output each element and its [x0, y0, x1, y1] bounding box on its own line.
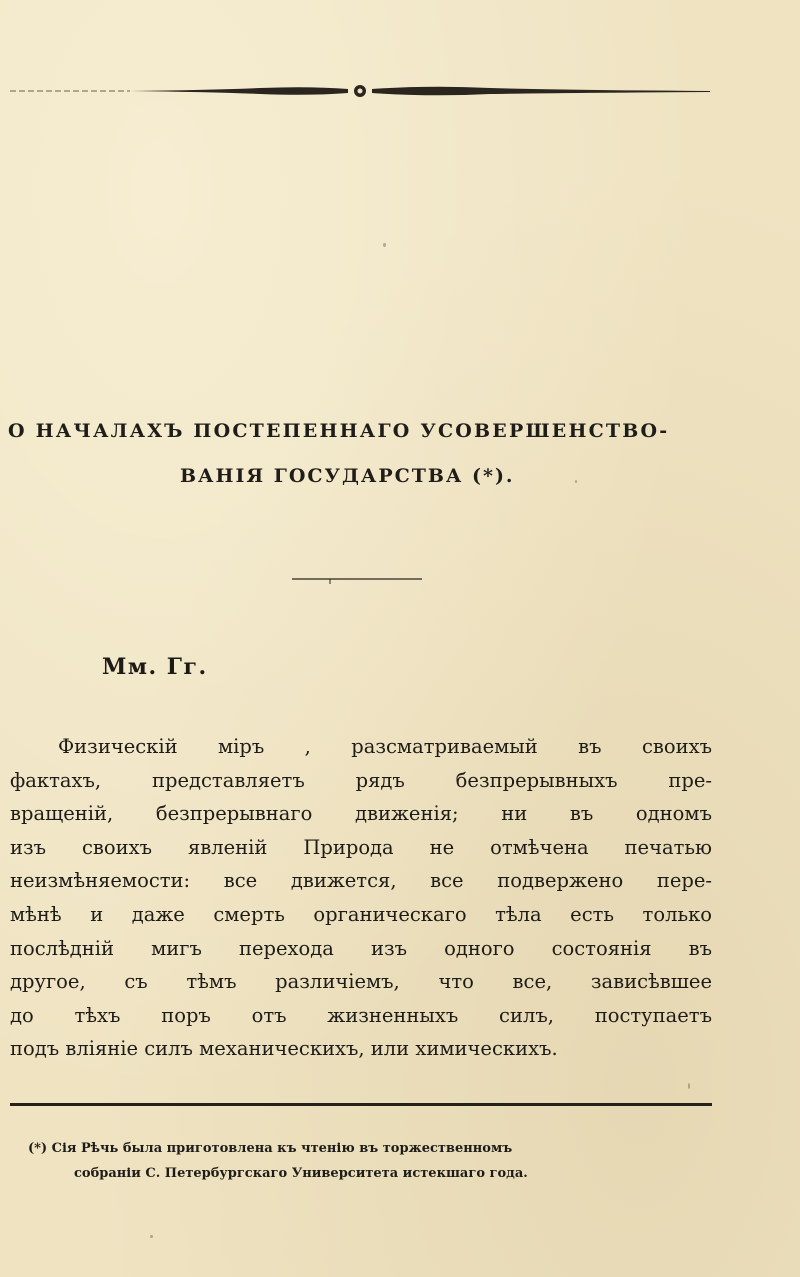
body-line: до тѣхъ поръ отъ жизненныхъ силъ, поступаетъ — [10, 1003, 712, 1027]
body-line: вращеній, безпрерывнаго движенія; ни въ одномъ — [10, 802, 712, 826]
title-line-1: О НАЧАЛАХЪ ПОСТЕПЕННАГО УСОВЕРШЕНСТВО- — [8, 420, 670, 442]
body-paragraph — [10, 730, 712, 1066]
footnote-line-2: собраніи С. Петербургскаго Университета истекшаго года. — [74, 1166, 528, 1181]
footnote — [28, 1136, 712, 1186]
body-line: послѣдній мигъ перехода изъ одного состоянія въ — [10, 936, 712, 960]
paper-speck — [383, 243, 386, 247]
body-line: мѣнѣ и даже смерть органическаго тѣла есть только — [10, 902, 712, 926]
body-line: изъ своихъ явленій Природа не отмѣчена печатью — [10, 835, 712, 859]
section-divider — [292, 575, 422, 585]
body-line: подъ вліяніе силъ механическихъ, или химическихъ. — [10, 1037, 558, 1061]
body-line: неизмѣняемости: все движется, все подвержено пере- — [10, 869, 712, 893]
body-line: другое, съ тѣмъ различіемъ, что все, зависѣвшее — [10, 970, 712, 994]
salutation: Мм. Гг. — [102, 654, 208, 680]
title-line-2: ВАНІЯ ГОСУДАРСТВА (*). — [180, 465, 515, 487]
footnote-rule — [10, 1103, 712, 1106]
footnote-line-1: (*) Сія Рѣчь была приготовлена къ чтенію въ торжественномъ — [28, 1141, 513, 1156]
paper-speck — [150, 1235, 153, 1238]
paper-speck — [688, 1083, 690, 1089]
paper-speck — [575, 480, 577, 483]
body-line: фактахъ, представляетъ рядъ безпрерывныхъ пре- — [10, 768, 712, 792]
body-line: Физическій міръ , разсматриваемый въ своихъ — [58, 735, 712, 758]
header-ornament — [10, 80, 710, 102]
